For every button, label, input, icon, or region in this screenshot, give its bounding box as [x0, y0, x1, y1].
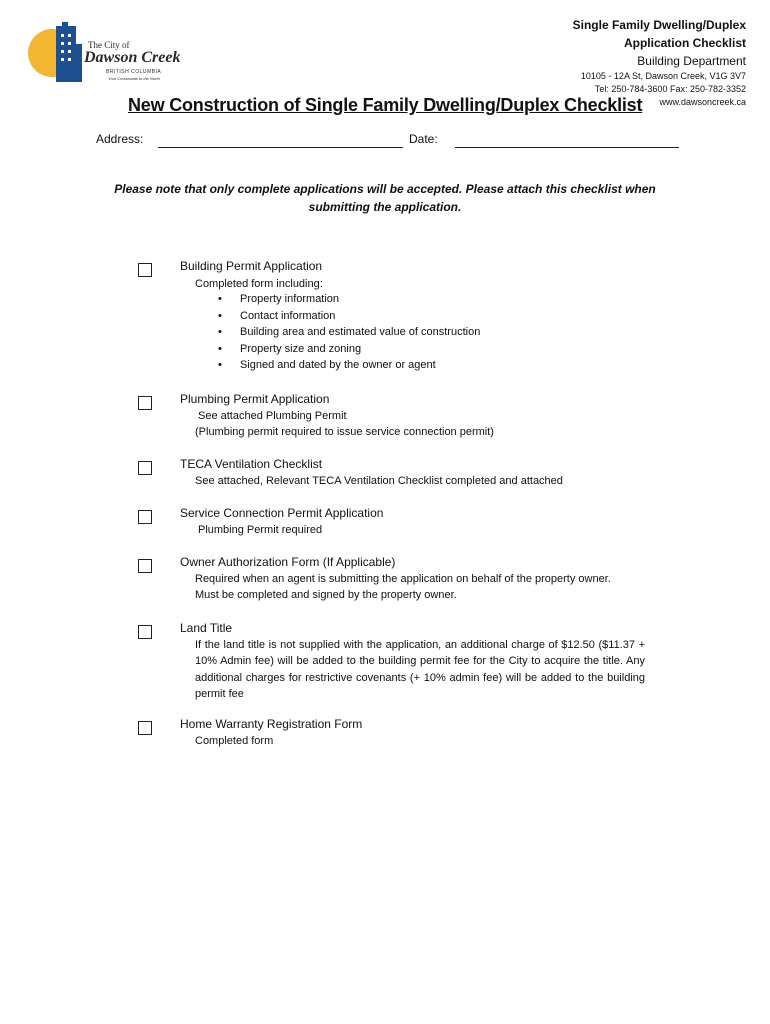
checkbox-building-permit[interactable] [138, 263, 152, 277]
checkbox-plumbing-permit[interactable] [138, 396, 152, 410]
requirements-list [218, 291, 480, 374]
header-phone: Tel: 250-784-3600 Fax: 250-782-3352 [594, 84, 746, 94]
list-item: • Building area and estimated value of construction [218, 324, 480, 341]
checkbox-owner-authorization[interactable] [138, 559, 152, 573]
item-description: (Plumbing permit required to issue service connection permit) [195, 426, 494, 438]
item-title: Land Title [180, 621, 233, 635]
list-item: • Signed and dated by the owner or agent [218, 357, 480, 374]
item-description: See attached, Relevant TECA Ventilation Checklist completed and attached [195, 475, 563, 487]
logo-region: BRITISH COLUMBIA [106, 69, 162, 75]
item-title: Home Warranty Registration Form [180, 717, 363, 731]
list-item: • Contact information [218, 308, 480, 325]
header-title-line1: Single Family Dwelling/Duplex [572, 18, 746, 32]
page-title: New Construction of Single Family Dwelling/Duplex Checklist [128, 95, 643, 115]
item-description: If the land title is not supplied with the application, an additional charge of $12.50 ($11.37 + 10% Admin fee) will be added to the building permit fee for the City to acquire the title. Any additional charges for restrictive covenants (+ 10% admin fee) will be added to the building permit fee [195, 639, 645, 700]
logo-tagline: Your Crossroads to the North [108, 76, 160, 81]
item-description: Must be completed and signed by the property owner. [195, 589, 457, 601]
item-title: Service Connection Permit Application [180, 506, 384, 520]
item-description: See attached Plumbing Permit [198, 410, 347, 422]
list-item: • Property size and zoning [218, 341, 480, 358]
item-description: Completed form including: [195, 278, 323, 290]
item-description: Plumbing Permit required [198, 524, 323, 536]
header-department: Building Department [637, 54, 746, 68]
date-label: Date: [409, 132, 438, 146]
logo-main-text: Dawson Creek [84, 49, 181, 66]
checkbox-service-connection[interactable] [138, 510, 152, 524]
header-title-line2: Application Checklist [623, 36, 746, 50]
list-item: • Property information [218, 291, 480, 308]
city-logo [26, 20, 191, 86]
checkbox-teca-ventilation[interactable] [138, 461, 152, 475]
address-label: Address: [96, 132, 144, 146]
item-title: TECA Ventilation Checklist [180, 457, 323, 471]
item-title: Plumbing Permit Application [180, 392, 330, 406]
date-field[interactable] [455, 147, 679, 148]
item-title: Owner Authorization Form (If Applicable) [180, 555, 396, 569]
logo-small-text: The City of [88, 40, 130, 50]
address-field[interactable] [158, 147, 403, 148]
instruction-note: Please note that only complete applications will be accepted. Please attach this checklist when submitting the application. [114, 182, 656, 214]
header-website: www.dawsoncreek.ca [659, 97, 746, 107]
item-title: Building Permit Application [180, 259, 323, 273]
checkbox-land-title[interactable] [138, 625, 152, 639]
item-description: Required when an agent is submitting the application on behalf of the property owner. [195, 573, 611, 585]
item-description: Completed form [195, 735, 274, 747]
checkbox-home-warranty[interactable] [138, 721, 152, 735]
header-address: 10105 - 12A St, Dawson Creek, V1G 3V7 [580, 71, 746, 81]
